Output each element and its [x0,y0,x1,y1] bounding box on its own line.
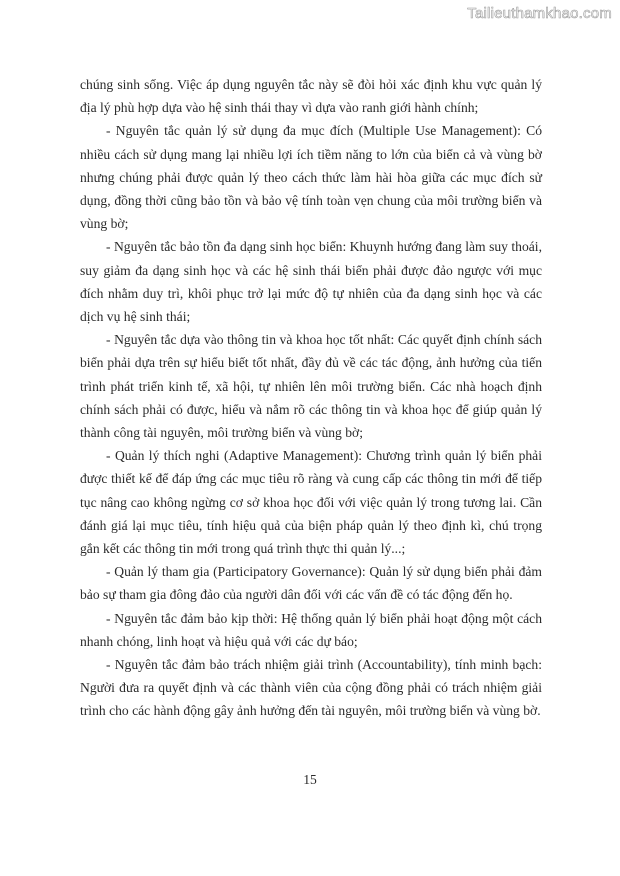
paragraph: chúng sinh sống. Việc áp dụng nguyên tắc này sẽ đòi hỏi xác định khu vực quản lý địa lý phù hợp dựa vào hệ sinh thái thay vì dựa vào ranh giới hành chính; [80,77,542,116]
page-number: 15 [303,772,317,787]
paragraph: - Nguyên tắc quản lý sử dụng đa mục đích (Multiple Use Management): Có nhiều cách sử dụng mang lại nhiều lợi ích tiềm năng to lớn của biển cả và vùng bờ nhưng chúng phải được quản lý theo cách thức làm hài hòa giữa các mục đích sử dụng, đồng thời cũng bảo tồn và bảo vệ tính toàn vẹn chung của môi trường biển và vùng bờ; [80,123,542,232]
paragraph: - Nguyên tắc bảo tồn đa dạng sinh học biển: Khuynh hướng đang làm suy thoái, suy giảm đa dạng sinh học và các hệ sinh thái biển phải được đảo ngược với mục đích nhằm duy trì, khôi phục trở lại mức độ tự nhiên của đa dạng sinh học và các dịch vụ hệ sinh thái; [80,239,542,325]
paragraph: - Nguyên tắc đảm bảo kịp thời: Hệ thống quản lý biển phải hoạt động một cách nhanh chóng, linh hoạt và hiệu quả với các dự báo; [80,610,542,649]
watermark: Tailieuthamkhao.com [467,5,612,22]
paragraph: - Quản lý tham gia (Participatory Governance): Quản lý sử dụng biển phải đảm bảo sự tham gia đông đảo của người dân đối với các vấn đề có tác động đến họ. [80,564,542,603]
document-body [80,73,542,723]
paragraph: - Nguyên tắc dựa vào thông tin và khoa học tốt nhất: Các quyết định chính sách biển phải dựa trên sự hiểu biết tốt nhất, đầy đủ về các tác động, ảnh hưởng của tiến trình phát triển kinh tế, xã hội, tự nhiên lên môi trường biển. Các nhà hoạch định chính sách phải có được, hiểu và nắm rõ các thông tin và khoa học để giúp quản lý thành công tài nguyên, môi trường biển và vùng bờ; [80,332,542,441]
paragraph: - Nguyên tắc đảm bảo trách nhiệm giải trình (Accountability), tính minh bạch: Người đưa ra quyết định và các thành viên của cộng đồng phải có trách nhiệm giải trình cho các hành động gây ảnh hưởng đến tài nguyên, môi trường biển và vùng bờ. [80,657,542,719]
paragraph: - Quản lý thích nghi (Adaptive Management): Chương trình quản lý biển phải được thiết kế để đáp ứng các mục tiêu rõ ràng và cung cấp các thông tin mới để tiếp tục nâng cao không ngừng cơ sở khoa học đối với việc quản lý trong tương lai. Cần đánh giá lại mục tiêu, tính hiệu quả của biện pháp quản lý theo định kì, chú trọng gắn kết các thông tin mới trong quá trình thực thi quản lý...; [80,448,542,557]
